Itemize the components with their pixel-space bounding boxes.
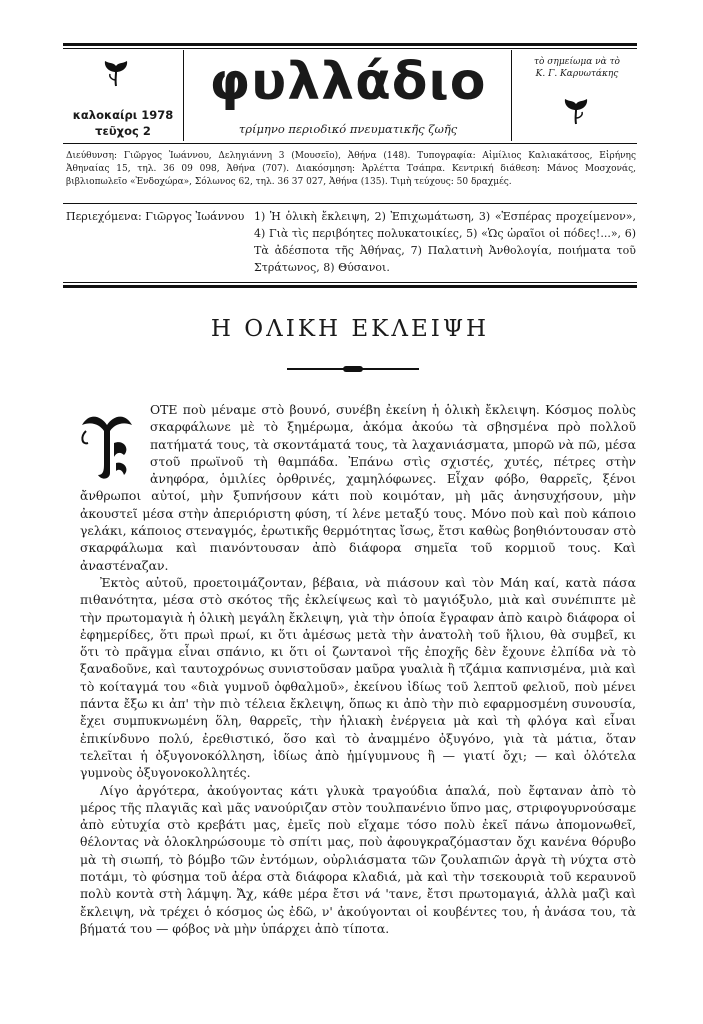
article-paragraph-2: Ἐκτὸς αὐτοῦ, προετοιμάζονταν, βέβαια, νὰ πιάσουν καὶ τὸν Μάη καί, κατὰ πάσα πιθανότητα, μέσα στὸ σκότος τῆς ἐκλείψεως καὶ τὸ μαγιόξυλο, μιὰ καὶ συνέπιπτε μὲ τὴν πρωτομαγιὰ ἡ ὁλικὴ μεγάλη ἔκλειψη, γιὰ τὴν ὁποία ἔγραφαν ἀπὸ καιρὸ διάφορα οἱ ἐφημερίδες, ὅτι πρωὶ πρωί, κι ὅτι ἀμέσως μετὰ τὴν ἀνατολὴ τοῦ ἥλιου, θὰ συμβεῖ, κι ὅτι τὸ πρᾶγμα εἶναι σπάνιο, κι ὅτι οἱ ζωντανοὶ τῆς ἐποχῆς δὲν ἔχουνε ἐλπίδα νὰ τὸ ξαναδοῦνε, καὶ ταυτοχρόνως συνιστοῦσαν μαῦρα γυαλιὰ ἢ τζάμια καπνισμένα, μιὰ καὶ τὸ κοίταγμά του «διὰ γυμνοῦ ὀφθαλμοῦ», ἐκείνου ἰδίως τοῦ λεπτοῦ φελιοῦ, ποὺ μένει πάντα ἔξω κι ἀπ' τὴν πιὸ τέλεια ἔκλειψη, ὅπως κι ἀπὸ τὴν πιὸ εφαρμοσμένη συνουσία, ἔχει συμπυκνωμένη ὅλη, θαρρεῖς, τὴν ἡλιακὴ ἐνέργεια μὰ καὶ τὴ φλόγα καὶ εἶναι ἐπικίνδυνο πολύ, ἐρεθιστικό, ὅσο καὶ τὸ ἀναμμένο ὀξυγόνο, γιὰ τὰ μάτια, ὅταν τελεῖται ἡ ὀξυγονοκόλληση, ἰδίως ἀπὸ ἡμίγυμνους ἢ — γιατί ὄχι; — καὶ ὁλότελα γυμνοὺς ὀξυγονοκολλητές. bbox=[80, 574, 636, 781]
issue-season: καλοκαίρι 1978 bbox=[72, 108, 174, 122]
magazine-logo: φυλλάδιο bbox=[209, 52, 487, 112]
top-rule-thin bbox=[63, 48, 637, 49]
credits-block: Διεύθυνση: Γιῶργος Ἰωάννου, Δεληγιάννη 3 (Μουσεῖο), Ἀθήνα (148). Τυπογραφία: Αἰμίλιος Καλιακάτσος, Εἰρήνης Ἀθηναίας 15, τηλ. 36 09 098, Ἀθήνα (707). Διακόσμηση: Ἀρλέττα Τσάπρα. Κεντρική διάθεση: Μάνος Μοσχονάς, βιβλιοπωλεῖο «Ἐνδοχώρα», Σόλωνος 62, τηλ. 36 37 027, Ἀθήνα (135). Τιμὴ τεύχους: 50 δραχμές. bbox=[66, 151, 636, 187]
dedication bbox=[517, 56, 637, 80]
masthead-center bbox=[188, 50, 508, 141]
article-paragraph-3: Λίγο ἀργότερα, ἀκούγοντας κάτι γλυκὰ τραγούδια ἁπαλά, ποὺ ἔφταναν ἀπὸ τὸ μέρος τῆς πλαγιᾶς καὶ μᾶς νανούριζαν στὸν τουλπανένιο ὕπνο μας, στριφογυρνούσαμε ἀπὸ εὐτυχία στὸ κρεβάτι μας, ἐμεῖς ποὺ εἴχαμε τόσο πολὺ ἐκεῖ πάνω ἀπομονωθεῖ, θέλοντας νὰ ὁλοκληρώσουμε τὸ σπίτι μας, ποὺ ἀφουγκραζόμασταν ὄχι κανένα θόρυβο μὰ τὴ σιωπή, τὸ βόμβο τῶν ἐντόμων, οὐρλιάσματα τῶν ζουλαπιῶν ἀργὰ τὴ νύχτα στὸ ποτάμι, τὸ φύσημα τοῦ ἀέρα στὰ διάφορα κλαδιά, μὰ καὶ τὴν τσεκουριὰ τοῦ κεραυνοῦ πολὺ κοντὰ στὴ λάμψη. Ἄχ, κάθε μέρα ἔτσι νά 'τανε, ἔτσι πρωτομαγιά, ἀλλὰ μαζὶ καὶ ἔκλειψη, νὰ τρέχει ὁ κόσμος ὡς ἐδῶ, ν' ἀκούγονται οἱ κουβέντες του, ἡ ἀνάσα του, τὰ βήματά του — φόβος νὰ μὴν ὑπάρχει ἀπὸ τίποτα. bbox=[80, 782, 636, 936]
issue-number: τεῦχος 2 bbox=[95, 124, 151, 138]
masthead-right bbox=[515, 50, 637, 141]
article-title: Η ΟΛΙΚΗ ΕΚΛΕΙΨΗ bbox=[210, 316, 490, 342]
decorated-dropcap bbox=[72, 403, 142, 483]
article-paragraph-1: ΟΤΕ ποὺ μέναμε στὸ βουνό, συνέβη ἐκείνη ἡ ὁλικὴ ἔκλειψη. Κόσμος πολὺς σκαρφάλωνε μὲ τὸ ξημέρωμα, ἀκόμα ἀκούω τὰ σβησμένα πρὸ πολλοῦ πατήματά τους, τὰ σκοντάματά τους, τὰ λαχανιάσματα, μπορῶ νὰ πῶ, μέσα στοῦ πρωϊνοῦ τὴ θαμπάδα. Ἐπάνω στὶς σχιστές, χυτές, πέτρες στὴν ἀνηφόρα, ὁμιλίες ὀρθρινές, χαμηλόφωνες. Εἶχαν φόβο, θαρρεῖς, ξένοι ἄνθρωποι αὐτοί, μὴν ξυπνήσουν κάτι ποὺ κοιμόταν, μὴ μᾶς ἀνησυχήσουν, μὴν ἀκουστεῖ μέσα στὴν ἀπεριόριστη φύση, τί λένε μεταξύ τους. Μόνο ποὺ καὶ ποὺ κάποιο γελάκι, κάποιος στεναγμός, ἐρωτικῆς θερμότητας ἴσως, ἔτσι καθὼς βοηθιόντουσαν στὸ σκαρφάλωμα καὶ πιανόντουσαν ἀπὸ διάφορα σημεῖα τοῦ κορμιοῦ τους. Καὶ ἀναστέναζαν. bbox=[80, 402, 636, 573]
article-body bbox=[80, 401, 636, 937]
contents-rule-thin bbox=[63, 282, 637, 283]
dropcap-letter: Τ bbox=[106, 459, 108, 460]
dedication-line1: τὸ σημείωμα νὰ τὸ bbox=[534, 57, 620, 67]
credits-rule bbox=[63, 203, 637, 204]
contents-rule-thick bbox=[63, 285, 637, 288]
contents-label: Περιεχόμενα: Γιῶργος Ἰωάννου bbox=[66, 210, 245, 223]
top-rule-thick bbox=[63, 43, 637, 46]
masthead-divider-right bbox=[511, 50, 512, 141]
masthead bbox=[63, 50, 637, 141]
ivy-leaf-icon bbox=[561, 96, 591, 126]
magazine-tagline: τρίμηνο περιοδικό πνευματικῆς ζωῆς bbox=[238, 122, 458, 136]
title-ornament-rule bbox=[287, 368, 419, 370]
masthead-divider-left bbox=[183, 50, 184, 141]
ivy-leaf-icon bbox=[101, 58, 131, 88]
masthead-bottom-rule bbox=[63, 143, 637, 144]
masthead-left bbox=[63, 50, 181, 141]
contents-list: 1) Ἡ ὁλικὴ ἔκλειψη, 2) Ἐπιχωμάτωση, 3) «Ἑσπέρας προχείμενον», 4) Γιὰ τὶς περιβόητες πολυκατοικίες, 5) «Ὡς ὡραῖοι οἱ πόδες!...», 6) Τὰ ἀδέσποτα τῆς Ἀθήνας, 7) Παλατινὴ Ἀνθολογία, ποιήματα τοῦ Στράτωνος, 8) Θύσανοι. bbox=[254, 210, 636, 274]
dedication-line2: Κ. Γ. Καρυωτάκης bbox=[535, 69, 619, 79]
